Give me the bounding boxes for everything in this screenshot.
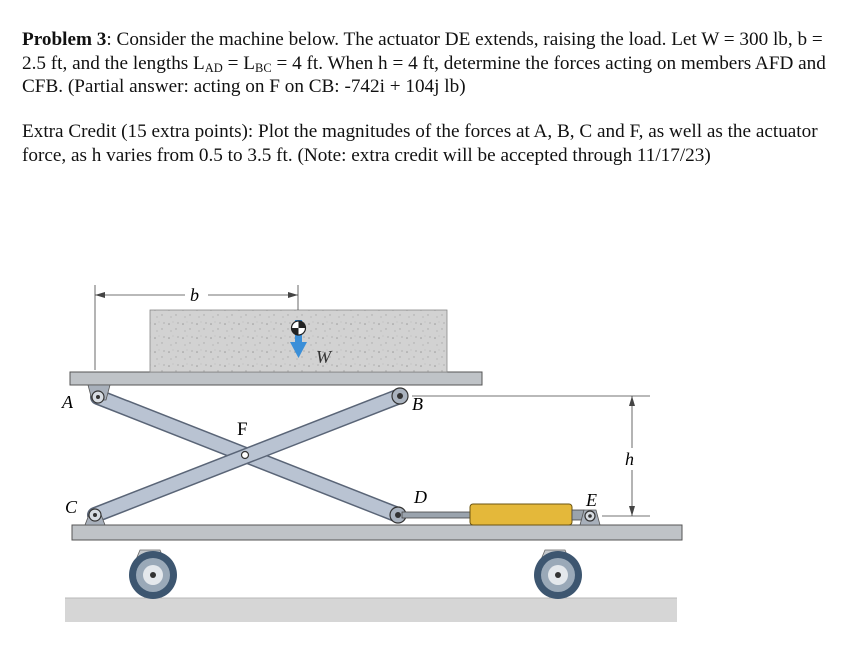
pin-f	[242, 452, 249, 459]
label-w: W	[316, 347, 331, 367]
problem-heading: Problem 3	[22, 29, 107, 50]
dimension-h	[412, 396, 650, 516]
extra-credit-text: Extra Credit (15 extra points): Plot the magnitudes of the forces at A, B, C and F, as well as the actuator force, as h varies from 0.5 to 3.5 ft. (Note: extra credit will be accepted through 11/17/23)	[22, 121, 818, 166]
label-b-point: B	[412, 394, 423, 414]
subscript-bc: BC	[254, 60, 272, 75]
scissor-lift-figure	[40, 250, 760, 640]
roller-b	[392, 388, 408, 404]
extra-credit-statement	[22, 120, 842, 167]
base-platform	[72, 525, 682, 540]
label-h: h	[625, 449, 634, 469]
problem-text-1: : Consider the machine below. The actuator DE extends, raising the load. Let W = 300 lb, b = 2.5 ft, and the lengths L	[22, 29, 823, 74]
top-platform	[70, 372, 482, 385]
label-e: E	[586, 490, 597, 510]
actuator-de	[402, 504, 600, 525]
problem-text-3: = 4 ft. When h = 4 ft, determine the forces acting on members AFD and CFB. (Partial answer: acting on F on CB: -742i + 104j lb)	[22, 52, 826, 97]
subscript-ad: AD	[204, 60, 223, 75]
problem-text-2: = L	[222, 52, 255, 74]
ground	[65, 598, 677, 622]
label-a: A	[62, 392, 73, 412]
label-b-dimension: b	[190, 285, 199, 305]
label-d: D	[414, 487, 427, 507]
label-c: C	[65, 497, 78, 517]
left-wheel	[129, 550, 177, 599]
label-f: F	[237, 419, 248, 440]
problem-statement	[22, 28, 842, 99]
right-wheel	[534, 550, 582, 599]
